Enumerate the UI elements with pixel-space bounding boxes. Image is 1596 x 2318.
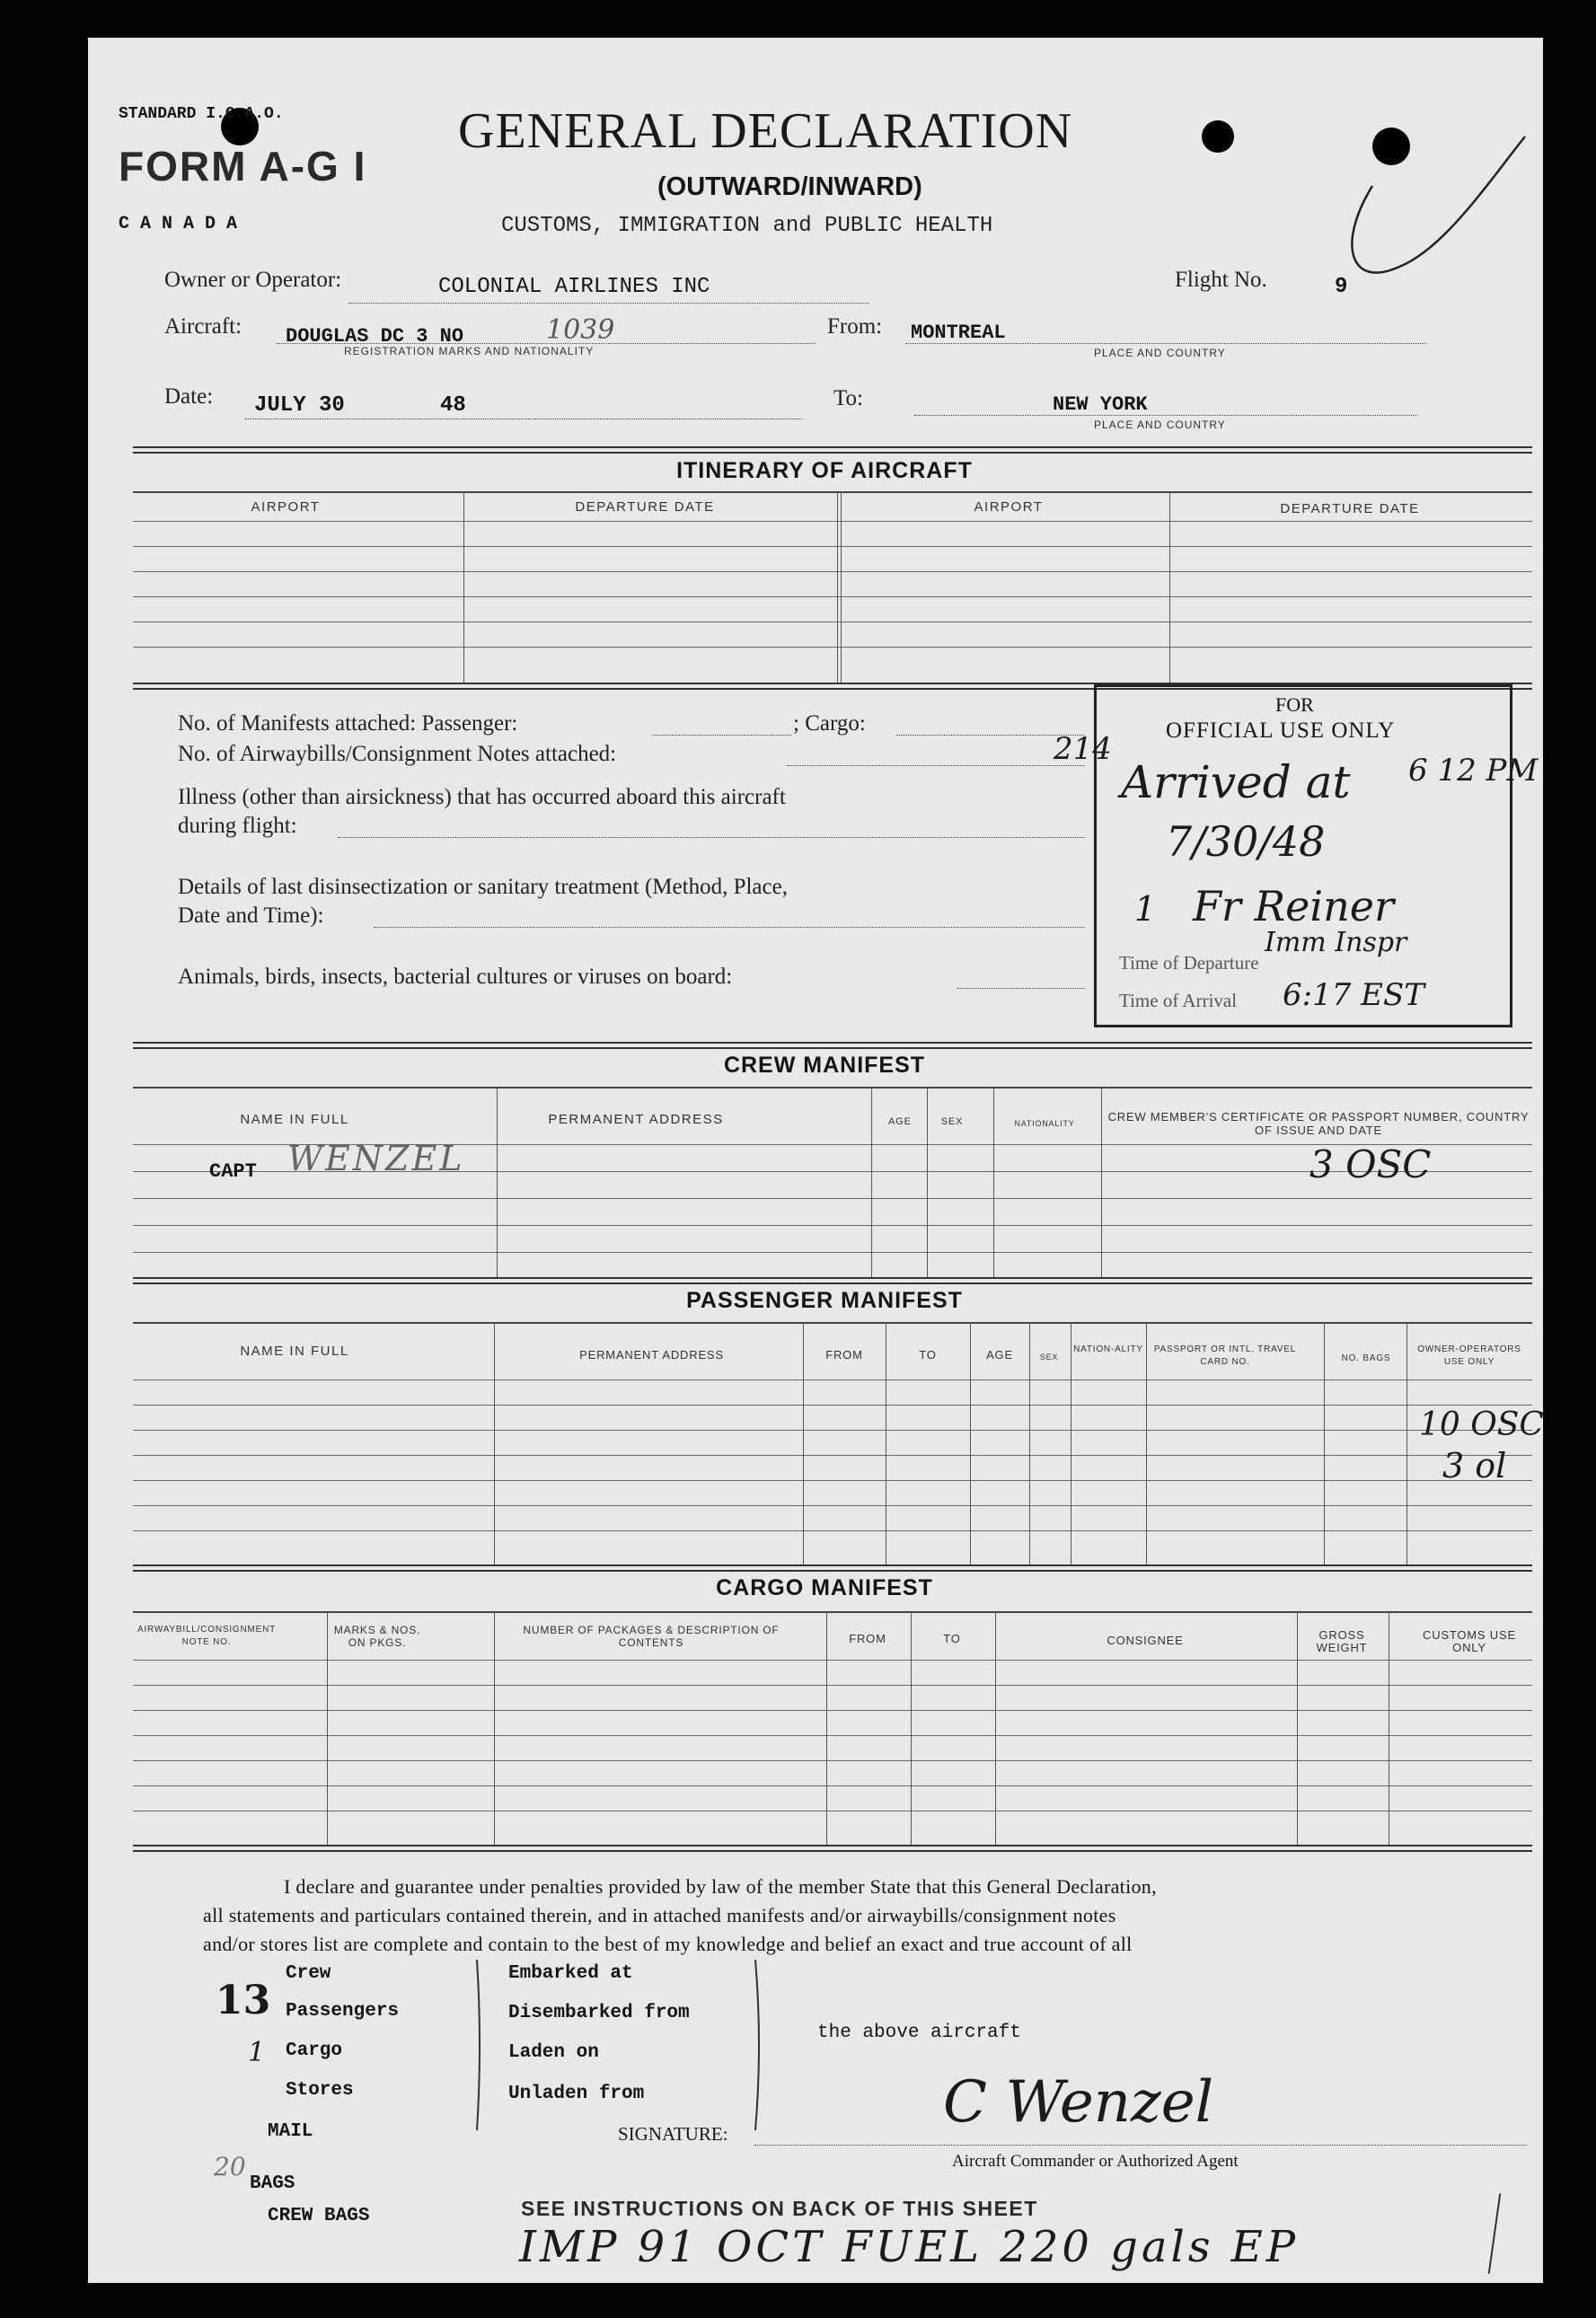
manifests-label: No. of Manifests attached: Passenger: bbox=[178, 711, 518, 736]
declaration-disembarked: Disembarked from bbox=[508, 2003, 690, 2023]
official-title: OFFICIAL USE ONLY bbox=[1166, 718, 1396, 743]
instructions-label: SEE INSTRUCTIONS ON BACK OF THIS SHEET bbox=[521, 2197, 1038, 2220]
crew-col-nationality: NATIONALITY bbox=[1014, 1119, 1075, 1128]
form-number: FORM A-G I bbox=[119, 143, 367, 189]
customs-label: CUSTOMS, IMMIGRATION and PUBLIC HEALTH bbox=[501, 214, 993, 238]
aircraft-label: Aircraft: bbox=[164, 314, 242, 339]
date-year: 48 bbox=[440, 393, 466, 418]
declaration-hand-1: 1 bbox=[248, 2037, 266, 2068]
declaration-crew-bags: CREW BAGS bbox=[268, 2206, 370, 2226]
crew-col-address: PERMANENT ADDRESS bbox=[548, 1112, 724, 1127]
signature-label: SIGNATURE: bbox=[618, 2123, 728, 2145]
declaration-passengers: Passengers bbox=[286, 2001, 400, 2022]
itinerary-col-airport-2: AIRPORT bbox=[974, 499, 1044, 515]
official-for: FOR bbox=[1275, 693, 1314, 716]
aircraft-hand: 1039 bbox=[546, 314, 615, 346]
check-mark-icon bbox=[1327, 101, 1534, 298]
crew-hand-note: 3 OSC bbox=[1309, 1142, 1432, 1186]
passenger-hand-note-2: 3 ol bbox=[1442, 1446, 1507, 1485]
official-hand-one: 1 bbox=[1134, 889, 1157, 929]
aircraft-caption: REGISTRATION MARKS AND NATIONALITY bbox=[344, 345, 595, 357]
punch-hole bbox=[1202, 120, 1234, 153]
bracket-right bbox=[748, 1960, 775, 2130]
official-hand-signature: Fr Reiner bbox=[1193, 882, 1394, 930]
declaration-line-3: and/or stores list are complete and contain to the best of my knowledge and belief an exact and true account of all bbox=[203, 1933, 1133, 1955]
from-value: MONTREAL bbox=[911, 322, 1006, 344]
passenger-col-age: AGE bbox=[986, 1348, 1013, 1362]
official-hand-inspector: Imm Inspr bbox=[1265, 927, 1407, 958]
cargo-col-airwaybill: AIRWAYBILL/CONSIGNMENT NOTE NO. bbox=[137, 1625, 277, 1647]
declaration-embarked: Embarked at bbox=[508, 1963, 633, 1984]
declaration-line-2: all statements and particulars contained therein, and in attached manifests and/or airwaybills/consignment notes bbox=[203, 1904, 1116, 1926]
page-title: GENERAL DECLARATION bbox=[458, 103, 1073, 159]
details-label-2: Date and Time): bbox=[178, 903, 324, 928]
cargo-col-packages: NUMBER OF PACKAGES & DESCRIPTION OF CONTENTS bbox=[523, 1624, 780, 1649]
itinerary-title: ITINERARY OF AIRCRAFT bbox=[676, 458, 973, 483]
cargo-col-customs: CUSTOMS USE ONLY bbox=[1423, 1628, 1516, 1654]
declaration-crew: Crew bbox=[286, 1963, 331, 1984]
illness-label-2: during flight: bbox=[178, 814, 297, 838]
time-of-arrival-label: Time of Arrival bbox=[1119, 990, 1238, 1011]
declaration-hand-20: 20 bbox=[214, 2152, 246, 2181]
passenger-col-bags: NO. BAGS bbox=[1341, 1353, 1391, 1363]
official-hand-arrived: Arrived at bbox=[1121, 756, 1351, 808]
cargo-col-weight: GROSS WEIGHT bbox=[1316, 1628, 1368, 1654]
from-label: From: bbox=[827, 314, 883, 339]
passenger-col-address: PERMANENT ADDRESS bbox=[579, 1348, 724, 1362]
passenger-title: PASSENGER MANIFEST bbox=[686, 1288, 963, 1313]
declaration-unladen: Unladen from bbox=[508, 2084, 645, 2104]
flight-label: Flight No. bbox=[1175, 268, 1267, 292]
declaration-above-aircraft: the above aircraft bbox=[817, 2023, 1021, 2043]
cargo-title: CARGO MANIFEST bbox=[716, 1575, 933, 1600]
cargo-col-marks: MARKS & NOS. ON PKGS. bbox=[333, 1624, 421, 1649]
passenger-col-from: FROM bbox=[825, 1348, 863, 1362]
passenger-col-name: NAME IN FULL bbox=[240, 1344, 349, 1359]
official-hand-date: 7/30/48 bbox=[1166, 817, 1326, 866]
declaration-stores: Stores bbox=[286, 2080, 354, 2101]
date-value: JULY 30 bbox=[254, 393, 345, 418]
crew-capt-name: WENZEL bbox=[287, 1139, 465, 1178]
to-caption: PLACE AND COUNTRY bbox=[1094, 419, 1226, 431]
crew-col-sex: SEX bbox=[940, 1116, 964, 1127]
from-caption: PLACE AND COUNTRY bbox=[1094, 347, 1226, 359]
cargo-manifest-label: ; Cargo: bbox=[793, 711, 866, 736]
crew-col-name: NAME IN FULL bbox=[240, 1112, 349, 1127]
time-of-departure-label: Time of Departure bbox=[1119, 952, 1259, 974]
itinerary-col-departure: DEPARTURE DATE bbox=[575, 499, 715, 515]
owner-label: Owner or Operator: bbox=[164, 268, 342, 292]
animals-label: Animals, birds, insects, bacterial cultures or viruses on board: bbox=[178, 965, 733, 989]
general-declaration-form bbox=[88, 38, 1543, 2283]
official-hand-time: 6 12 PM bbox=[1408, 753, 1539, 789]
details-label-1: Details of last disinsectization or sanitary treatment (Method, Place, bbox=[178, 875, 788, 899]
passenger-col-passport: PASSPORT OR INTL. TRAVEL CARD NO. bbox=[1153, 1344, 1297, 1367]
passenger-col-nationality: NATION-ALITY bbox=[1073, 1344, 1143, 1354]
commander-label: Aircraft Commander or Authorized Agent bbox=[952, 2152, 1239, 2171]
cargo-col-consignee: CONSIGNEE bbox=[1107, 1634, 1184, 1647]
cargo-col-from: FROM bbox=[849, 1632, 886, 1645]
signature-hand: C Wenzel bbox=[943, 2069, 1214, 2136]
to-label: To: bbox=[833, 386, 863, 410]
declaration-line-1: I declare and guarantee under penalties provided by law of the member State that this General Declaration, bbox=[284, 1875, 1157, 1898]
official-hand-arrival-time: 6:17 EST bbox=[1283, 977, 1424, 1013]
itinerary-col-departure-2: DEPARTURE DATE bbox=[1280, 501, 1420, 516]
bracket-left bbox=[470, 1960, 497, 2130]
declaration-mail: MAIL bbox=[268, 2121, 313, 2142]
declaration-hand-13: 13 bbox=[216, 1978, 271, 2023]
owner-value: COLONIAL AIRLINES INC bbox=[438, 275, 710, 299]
flight-value: 9 bbox=[1335, 275, 1348, 299]
itinerary-col-airport: AIRPORT bbox=[251, 499, 321, 515]
aircraft-value: DOUGLAS DC 3 NO bbox=[286, 325, 464, 348]
date-label: Date: bbox=[164, 384, 214, 409]
declaration-cargo: Cargo bbox=[286, 2040, 343, 2061]
declaration-bags: BAGS bbox=[250, 2173, 295, 2194]
passenger-col-to: TO bbox=[919, 1348, 937, 1362]
country-label: C A N A D A bbox=[119, 214, 238, 234]
cargo-col-to: TO bbox=[943, 1632, 961, 1645]
page-subtitle: (OUTWARD/INWARD) bbox=[657, 172, 922, 201]
to-value: NEW YORK bbox=[1053, 393, 1148, 416]
crew-col-age: AGE bbox=[888, 1116, 912, 1127]
bottom-hand-note: IMP 91 OCT FUEL 220 gals EP bbox=[519, 2222, 1300, 2272]
passenger-col-owner: OWNER-OPERATORS USE ONLY bbox=[1417, 1344, 1521, 1367]
official-hand-number: 214 bbox=[1054, 731, 1112, 767]
declaration-laden: Laden on bbox=[508, 2042, 599, 2063]
crew-capt: CAPT bbox=[209, 1160, 257, 1183]
standard-label: STANDARD I.C.A.O. bbox=[119, 105, 284, 123]
airwaybills-label: No. of Airwaybills/Consignment Notes attached: bbox=[178, 742, 617, 766]
crew-title: CREW MANIFEST bbox=[723, 1053, 926, 1078]
illness-label-1: Illness (other than airsickness) that has occurred aboard this aircraft bbox=[178, 785, 786, 809]
passenger-hand-note-1: 10 OSC bbox=[1419, 1406, 1544, 1443]
passenger-col-sex: SEX bbox=[1039, 1353, 1059, 1362]
crew-col-certificate: CREW MEMBER'S CERTIFICATE OR PASSPORT NUMBER, COUNTRY OF ISSUE AND DATE bbox=[1107, 1110, 1530, 1137]
